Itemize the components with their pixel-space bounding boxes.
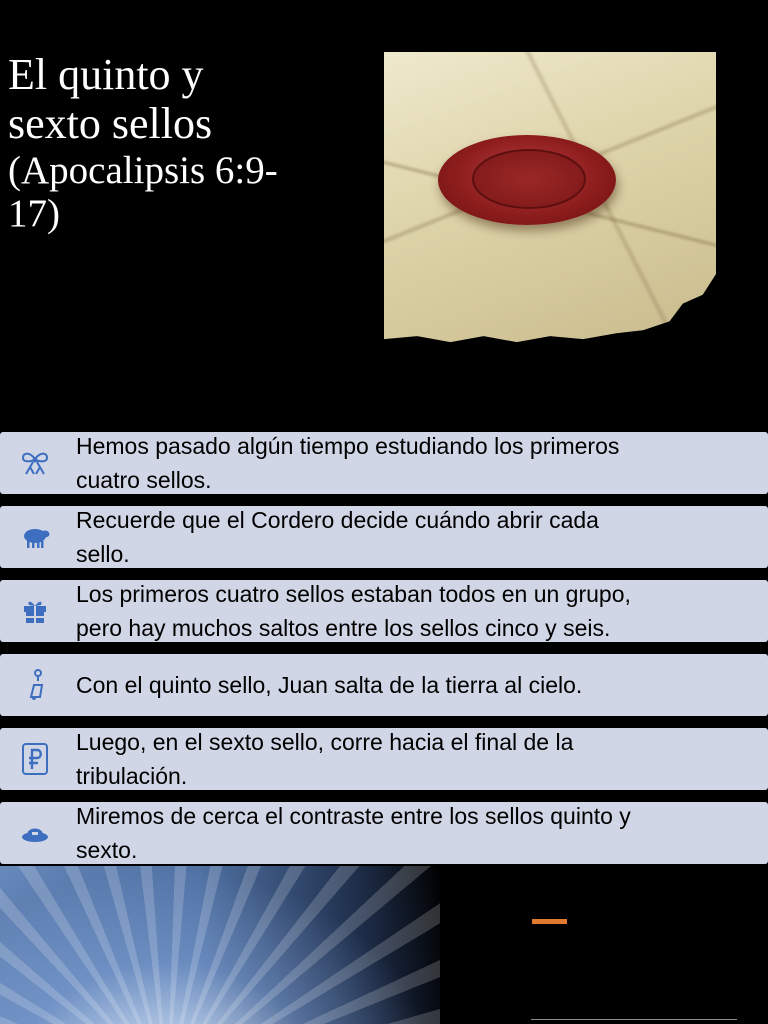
gift-box-icon — [18, 594, 52, 628]
subtitle-line-1: (Apocalipsis 6:9- — [8, 148, 278, 192]
sheep-icon — [18, 520, 52, 554]
list-item-line: tribulación. — [76, 763, 188, 789]
list-item — [0, 506, 768, 568]
list-item — [0, 432, 768, 494]
wax-seal — [438, 135, 616, 225]
list-item-line: cuatro sellos. — [76, 467, 212, 493]
title-line-2: sexto sellos — [8, 99, 213, 149]
list-item — [0, 654, 768, 716]
ruble-sign-icon — [18, 742, 52, 776]
list-item-text — [76, 725, 738, 793]
title-line-1: El quinto y — [8, 50, 204, 99]
list-item-line: sello. — [76, 541, 130, 567]
bell-icon — [18, 668, 52, 702]
wax-seal-envelope-image — [384, 52, 716, 348]
list-item-line: Recuerde que el Cordero decide cuándo abrir cada — [76, 507, 599, 533]
list-item-line: Con el quinto sello, Juan salta de la tierra al cielo. — [76, 672, 583, 698]
subtitle-line-2: 17) — [8, 192, 60, 236]
slide-title — [8, 50, 328, 236]
list-item — [0, 802, 768, 864]
list-item — [0, 728, 768, 790]
list-item-line: Miremos de cerca el contraste entre los sellos quinto y — [76, 803, 631, 829]
list-item — [0, 580, 768, 642]
list-item-text — [76, 668, 738, 702]
ribbon-bow-icon — [18, 446, 52, 480]
list-item-line: Luego, en el sexto sello, corre hacia el final de la — [76, 729, 574, 755]
hat-icon — [18, 816, 52, 850]
accent-dash — [532, 919, 567, 924]
divider-line — [531, 1019, 737, 1020]
next-slide-preview — [0, 866, 768, 1024]
list-item-text — [76, 799, 738, 867]
list-item-text — [76, 429, 738, 497]
list-item-line: pero hay muchos saltos entre los sellos cinco y seis. — [76, 615, 611, 641]
list-item-text — [76, 503, 738, 571]
list-item-line: Los primeros cuatro sellos estaban todos en un grupo, — [76, 581, 631, 607]
list-item-line: sexto. — [76, 837, 138, 863]
list-item-text — [76, 577, 738, 645]
list-item-line: Hemos pasado algún tiempo estudiando los primeros — [76, 433, 620, 459]
light-rays-background — [0, 866, 440, 1024]
